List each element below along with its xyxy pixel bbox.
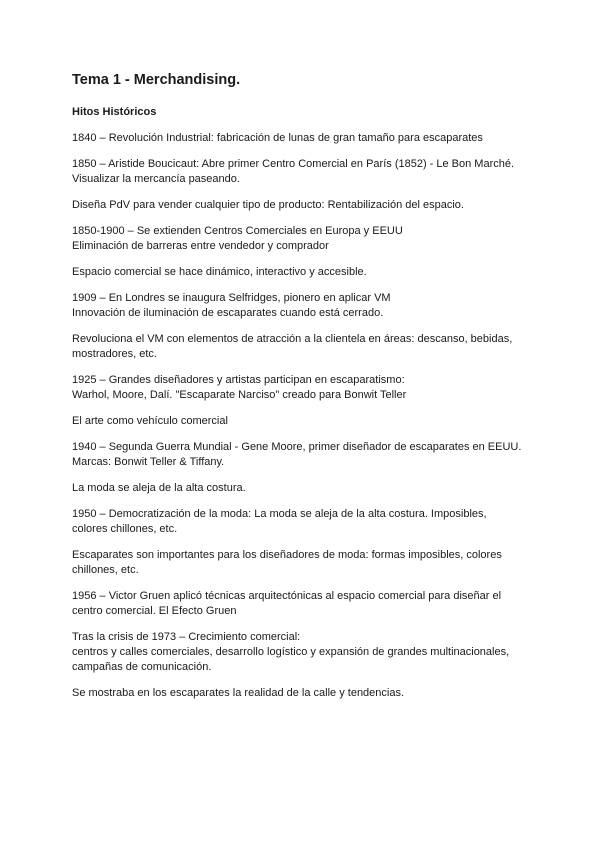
paragraph-line: El arte como vehículo comercial — [72, 415, 228, 427]
paragraph-line: 1925 – Grandes diseñadores y artistas participan en escaparatismo: — [72, 374, 405, 386]
paragraph-line: La moda se aleja de la alta costura. — [72, 482, 246, 494]
paragraph-line: Revoluciona el VM con elementos de atracción a la clientela en áreas: descanso, bebidas, — [72, 333, 513, 345]
paragraph-line: 1950 – Democratización de la moda: La moda se aleja de la alta costura. Imposibles, — [72, 508, 487, 520]
paragraph — [72, 686, 532, 701]
paragraph-line: Eliminación de barreras entre vendedor y comprador — [72, 240, 329, 252]
paragraph — [72, 414, 532, 429]
paragraph-line: Se mostraba en los escaparates la realidad de la calle y tendencias. — [72, 687, 405, 699]
paragraph-line: Innovación de iluminación de escaparates cuando está cerrado. — [72, 307, 384, 319]
document-page — [72, 70, 532, 712]
paragraph-line: Tras la crisis de 1973 – Crecimiento comercial: — [72, 631, 301, 643]
paragraph-line: Diseña PdV para vender cualquier tipo de producto: Rentabilización del espacio. — [72, 199, 464, 211]
paragraph — [72, 291, 532, 321]
paragraph — [72, 131, 532, 146]
paragraph — [72, 481, 532, 496]
paragraph-line: Marcas: Bonwit Teller & Tiffany. — [72, 456, 225, 468]
paragraph-line: Escaparates son importantes para los diseñadores de moda: formas imposibles, colores — [72, 549, 502, 561]
paragraph — [72, 507, 532, 537]
paragraph — [72, 630, 532, 675]
document-title: Tema 1 - Merchandising. — [72, 72, 241, 88]
paragraph-line: centros y calles comerciales, desarrollo logístico y expansión de grandes multinacionales, — [72, 646, 510, 658]
paragraph — [72, 198, 532, 213]
paragraph — [72, 265, 532, 280]
paragraph-line: centro comercial. El Efecto Gruen — [72, 605, 237, 617]
paragraph-line: colores chillones, etc. — [72, 523, 178, 535]
paragraph-line: campañas de comunicación. — [72, 661, 212, 673]
paragraph-line: 1940 – Segunda Guerra Mundial - Gene Moore, primer diseñador de escaparates en EEUU. — [72, 441, 522, 453]
section-title: Hitos Históricos — [72, 106, 157, 118]
paragraph — [72, 332, 532, 362]
paragraph-line: 1956 – Victor Gruen aplicó técnicas arquitectónicas al espacio comercial para diseñar el — [72, 590, 502, 602]
paragraph-line: mostradores, etc. — [72, 348, 157, 360]
paragraph-line: 1850-1900 – Se extienden Centros Comerciales en Europa y EEUU — [72, 225, 403, 237]
paragraph-line: Espacio comercial se hace dinámico, interactivo y accesible. — [72, 266, 367, 278]
paragraph-line: Visualizar la mercancía paseando. — [72, 173, 240, 185]
paragraph-line: 1840 – Revolución Industrial: fabricación de lunas de gran tamaño para escaparates — [72, 132, 483, 144]
paragraph — [72, 589, 532, 619]
paragraph-line: 1850 – Aristide Boucicaut: Abre primer Centro Comercial en París (1852) - Le Bon Marché. — [72, 158, 515, 170]
paragraph-line: 1909 – En Londres se inaugura Selfridges, pionero en aplicar VM — [72, 292, 391, 304]
paragraph — [72, 373, 532, 403]
paragraph — [72, 440, 532, 470]
paragraph-line: Warhol, Moore, Dalí. "Escaparate Narciso" creado para Bonwit Teller — [72, 389, 407, 401]
paragraph-line: chillones, etc. — [72, 564, 139, 576]
paragraph — [72, 224, 532, 254]
paragraph — [72, 157, 532, 187]
paragraph — [72, 548, 532, 578]
